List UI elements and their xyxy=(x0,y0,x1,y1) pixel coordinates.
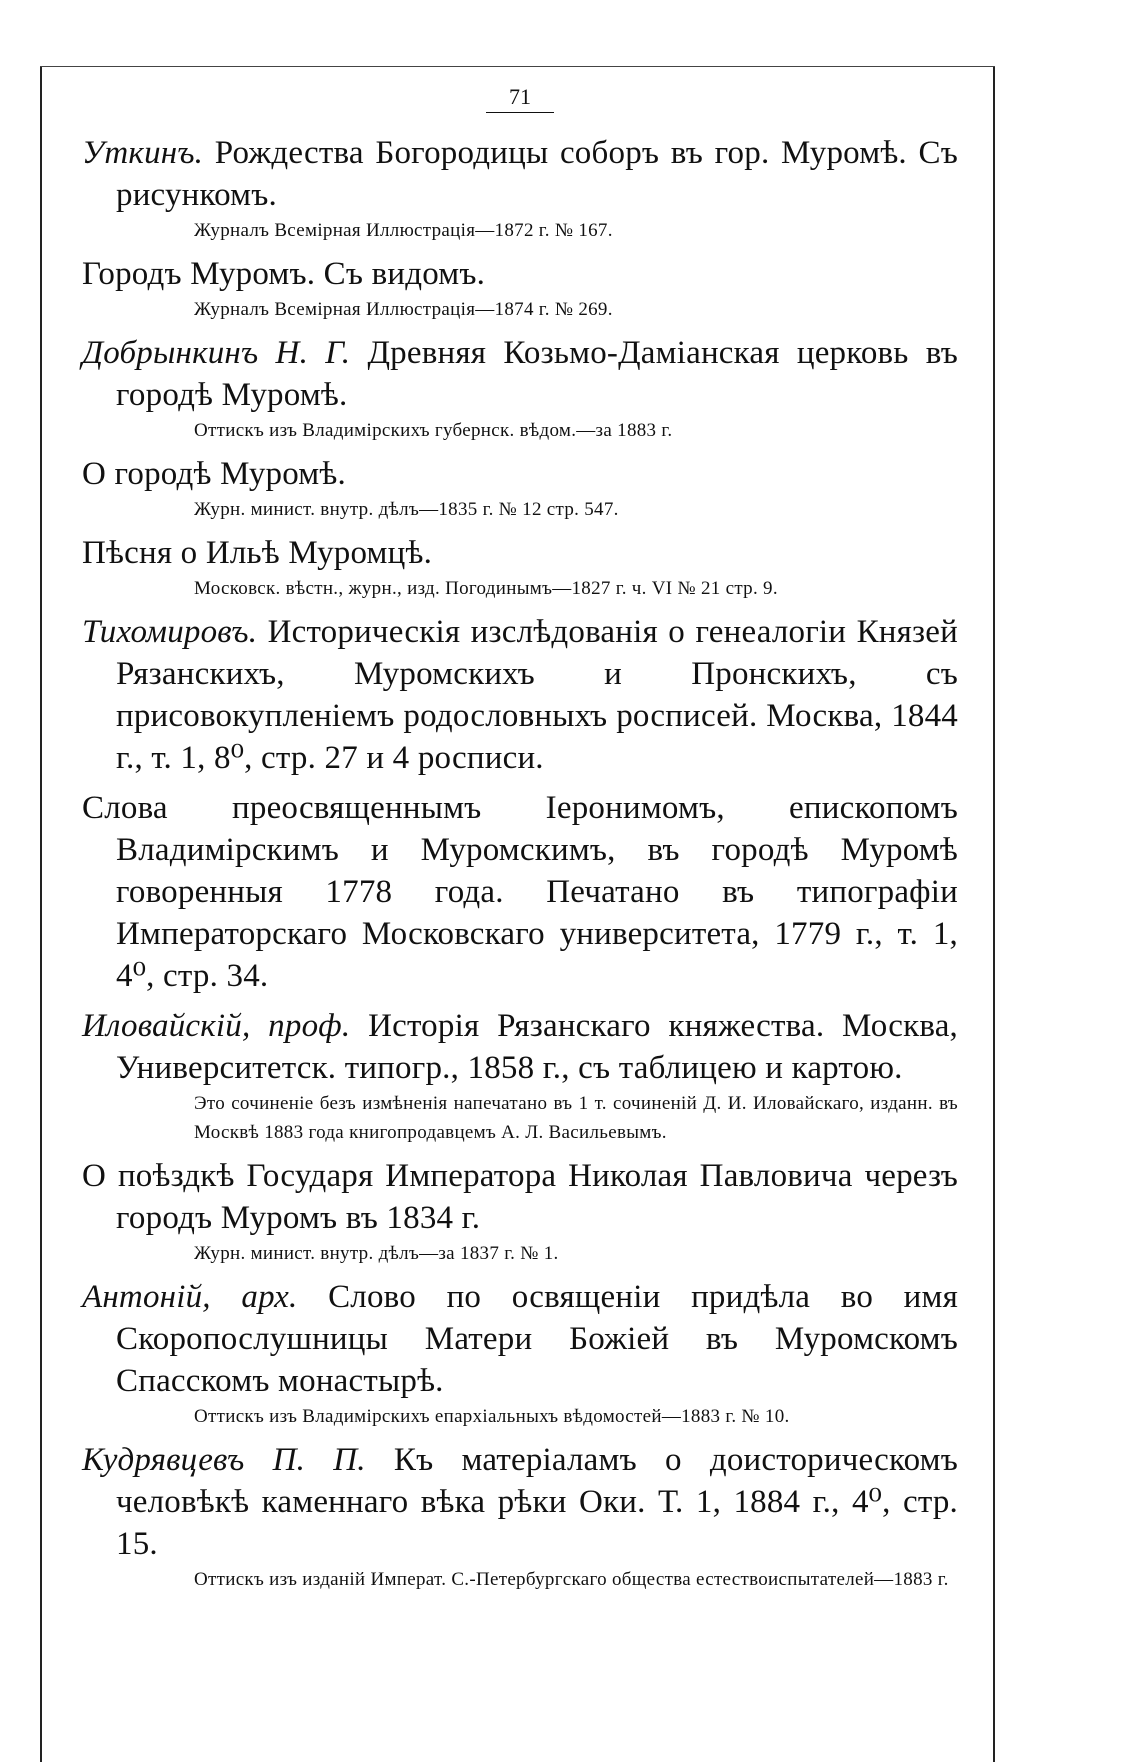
entry-title: Пѣсня о Ильѣ Муромцѣ. xyxy=(82,535,433,571)
page-frame-right xyxy=(993,66,995,1762)
entry-author: Кудрявцевъ П. П. xyxy=(82,1442,366,1478)
entry-title: Слово по освященіи придѣла во имя Скоропослушницы Матери Божіей въ Муромскомъ Спасскомъ монастырѣ. xyxy=(116,1279,958,1399)
entry-main xyxy=(82,1155,958,1239)
entry-author: Добрынкинъ Н. Г. xyxy=(82,335,351,371)
entry-note: Журн. минист. внутр. дѣлъ—1835 г. № 12 стр. 547. xyxy=(194,499,619,520)
entry-note: Журналъ Всемірная Иллюстрація—1872 г. № 167. xyxy=(194,220,613,241)
entry-title: Историческія изслѣдованія о генеалогіи Князей Рязанскихъ, Муромскихъ и Пронскихъ, съ присовокупленіемъ родословныхъ росписей. Москва, 1844 г., т. 1, 8⁰, стр. 27 и 4 росписи. xyxy=(116,614,958,776)
entry-note: Оттискъ изъ изданій Императ. С.-Петербургскаго общества естествоиспытателей—1883 г. xyxy=(194,1569,949,1590)
entry-author: Тихомировъ. xyxy=(82,614,258,650)
bibliography-entry xyxy=(82,1439,958,1594)
bibliography-entry xyxy=(82,532,958,603)
entry-title: О городѣ Муромѣ. xyxy=(82,456,346,492)
bibliography-entry xyxy=(82,453,958,524)
entry-main xyxy=(82,332,958,416)
entry-main xyxy=(82,1439,958,1565)
entry-note: Московск. вѣстн., журн., изд. Погодинымъ—1827 г. ч. VI № 21 стр. 9. xyxy=(194,578,778,599)
entry-title: Городъ Муромъ. Съ видомъ. xyxy=(82,256,486,292)
entry-note: Журн. минист. внутр. дѣлъ—за 1837 г. № 1. xyxy=(194,1243,559,1264)
entry-main xyxy=(82,532,958,574)
entry-main xyxy=(82,1276,958,1402)
entry-note: Оттискъ изъ Владимірскихъ епархіальныхъ вѣдомостей—1883 г. № 10. xyxy=(194,1406,790,1427)
entry-title: Слова преосвященнымъ Іеронимомъ, епископомъ Владимірскимъ и Муромскимъ, въ городѣ Муромѣ говоренныя 1778 года. Печатано въ типографіи Императорскаго Московскаго университета, 1779 г., т. 1, 4⁰, стр. 34. xyxy=(82,790,958,994)
entry-title: Къ матеріаламъ о доисторическомъ человѣкѣ каменнаго вѣка рѣки Оки. Т. 1, 1884 г., 4⁰, стр. 15. xyxy=(116,1442,959,1562)
bibliography-entry xyxy=(82,611,958,779)
bibliography-entry xyxy=(82,787,958,997)
page-frame-top xyxy=(40,66,995,67)
bibliography-list xyxy=(82,132,958,1602)
bibliography-entry xyxy=(82,332,958,445)
entry-note: Журналъ Всемірная Иллюстрація—1874 г. № 269. xyxy=(194,299,613,320)
entry-title: Исторія Рязанскаго княжества. Москва, Университетск. типогр., 1858 г., съ таблицею и картою. xyxy=(116,1008,958,1086)
entry-main xyxy=(82,1005,958,1089)
bibliography-entry xyxy=(82,1276,958,1431)
bibliography-entry xyxy=(82,1005,958,1147)
entry-author: Иловайскій, проф. xyxy=(82,1008,351,1044)
bibliography-entry xyxy=(82,253,958,324)
page-frame-left xyxy=(40,66,42,1762)
entry-main xyxy=(82,132,958,216)
entry-author: Антоній, арх. xyxy=(82,1279,298,1315)
page-number: 71 xyxy=(509,84,531,109)
entry-author: Уткинъ. xyxy=(82,135,204,171)
entry-note: Оттискъ изъ Владимірскихъ губернск. вѣдом.—за 1883 г. xyxy=(194,420,673,441)
entry-title: Древняя Козьмо-Даміанская церковь въ городѣ Муромѣ. xyxy=(116,335,959,413)
entry-title: О поѣздкѣ Государя Императора Николая Павловича черезъ городъ Муромъ въ 1834 г. xyxy=(82,1158,958,1236)
page-number-rule xyxy=(486,112,554,113)
entry-main xyxy=(82,611,958,779)
entry-main xyxy=(82,787,958,997)
bibliography-entry xyxy=(82,1155,958,1268)
entry-main xyxy=(82,453,958,495)
entry-main xyxy=(82,253,958,295)
entry-note: Это сочиненіе безъ измѣненія напечатано въ 1 т. сочиненій Д. И. Иловайскаго, изданн. въ Москвѣ 1883 года книгопродавцемъ А. Л. Васильевымъ. xyxy=(194,1093,958,1143)
entry-title: Рождества Богородицы соборъ въ гор. Муромѣ. Съ рисункомъ. xyxy=(116,135,958,213)
bibliography-entry xyxy=(82,132,958,245)
